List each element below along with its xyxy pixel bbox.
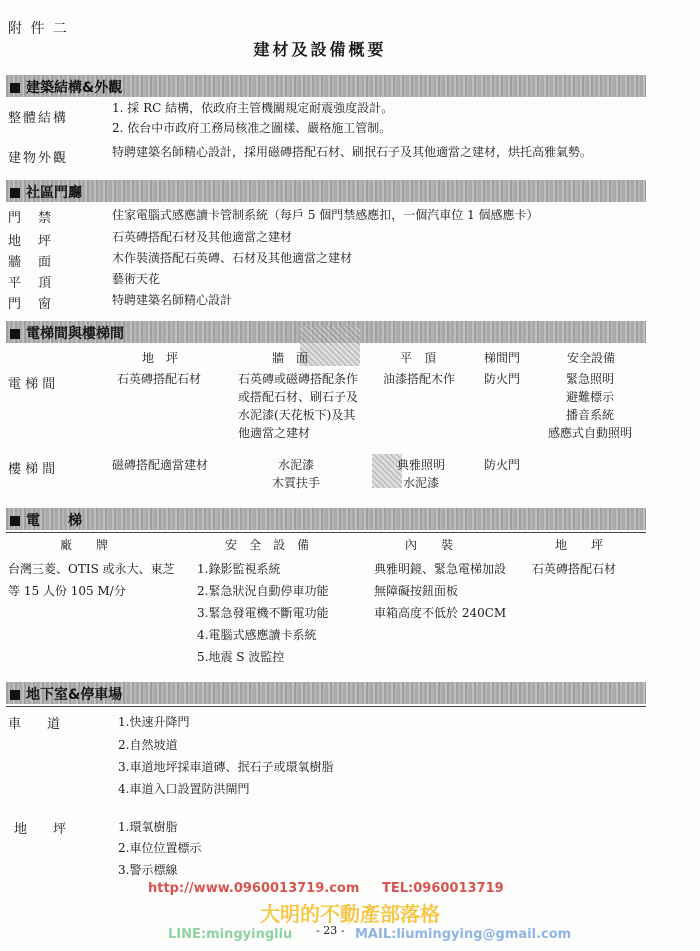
row-text: 住家電腦式感應讀卡管制系統（每戶 5 個門禁感應扣，一個汽車位 1 個感應卡） <box>112 208 539 222</box>
row-text: 1. 採 RC 結構，依政府主管機關規定耐震強度設計。 <box>112 101 394 115</box>
page-title: 建材及設備概要 <box>253 40 387 59</box>
row-text: 石英磚搭配石材及其他適當之建材 <box>112 230 293 244</box>
col-header: 地 坪 <box>555 538 604 552</box>
section-heading-basement: 地下室&停車場 <box>10 684 122 704</box>
cell: 3.車道地坪採車道磚、抿石子或環氧樹脂 <box>118 760 334 774</box>
cell: 1.錄影監視系統 <box>197 562 281 576</box>
watermark-url: http://www.0960013719.com <box>148 881 360 896</box>
row-label: 電 梯 間 <box>8 377 56 392</box>
cell: 3.警示標線 <box>118 863 178 877</box>
square-bullet-icon <box>10 516 20 526</box>
col-header: 內 裝 <box>405 538 454 552</box>
row-text: 特聘建築名師精心設計，採用磁磚搭配石材、刷抿石子及其他適當之建材，烘托高雅氣勢。 <box>112 145 593 159</box>
row-label: 樓 梯 間 <box>8 462 56 477</box>
cell: 木質扶手 <box>272 476 321 490</box>
row-label: 門 窗 <box>8 297 54 312</box>
cell: 水泥漆(天花板下)及其 <box>238 408 356 422</box>
cell: 1.環氧樹脂 <box>118 820 178 834</box>
section-heading-elevator-hall: 電梯間與樓梯間 <box>10 323 124 343</box>
section-band <box>6 508 646 530</box>
cell: 2.自然坡道 <box>118 738 178 752</box>
cell: 感應式自動照明 <box>548 426 633 440</box>
row-label: 車 道 <box>8 717 61 732</box>
col-header: 廠 牌 <box>60 538 109 552</box>
attachment-label: 附 件 二 <box>8 21 69 37</box>
cell: 3.緊急發電機不斷電功能 <box>197 606 329 620</box>
row-text: 特聘建築名師精心設計 <box>112 293 233 307</box>
watermark-email: MAIL:liumingying@gmail.com <box>355 927 572 942</box>
col-header: 牆 面 <box>272 351 309 365</box>
row-label: 牆 面 <box>8 255 54 270</box>
cell: 石英磚搭配石材 <box>532 562 617 576</box>
col-header: 安全設備 <box>567 351 616 365</box>
col-header: 平 頂 <box>400 351 437 365</box>
section-band <box>6 180 646 202</box>
row-label: 地 坪 <box>14 822 67 837</box>
cell: 水泥漆 <box>403 476 440 490</box>
cell: 等 15 人份 105 M/分 <box>8 584 126 598</box>
cell: 無障礙按鈕面板 <box>374 584 459 598</box>
cell: 2.緊急狀況自動停車功能 <box>197 584 329 598</box>
row-label: 建物外觀 <box>8 151 69 166</box>
cell: 4.車道入口設置防洪閘門 <box>118 782 250 796</box>
square-bullet-icon <box>10 188 20 198</box>
divider <box>6 706 646 707</box>
watermark-tel: TEL:0960013719 <box>382 881 504 896</box>
row-text: 木作裝潢搭配石英磚、石材及其他適當之建材 <box>112 251 353 265</box>
row-label: 地 坪 <box>8 234 54 249</box>
cell: 石英磚搭配石材 <box>117 372 202 386</box>
divider <box>6 532 646 533</box>
square-bullet-icon <box>10 690 20 700</box>
cell: 磁磚搭配適當建材 <box>112 458 209 472</box>
scan-smudge <box>300 326 360 366</box>
section-heading-elevator: 電 梯 <box>10 510 82 530</box>
col-header: 梯間門 <box>484 351 521 365</box>
square-bullet-icon <box>10 83 20 93</box>
square-bullet-icon <box>10 329 20 339</box>
cell: 典雅照明 <box>397 458 446 472</box>
cell: 播音系統 <box>566 408 615 422</box>
cell: 防火門 <box>484 458 521 472</box>
cell: 或搭配石材、刷石子及 <box>238 390 359 404</box>
row-text: 藝術天花 <box>112 272 161 286</box>
watermark-line-id: LINE:mingyingliu <box>168 927 293 942</box>
row-label: 整體結構 <box>8 111 69 126</box>
cell: 車箱高度不低於 240CM <box>374 606 507 620</box>
row-label: 門 禁 <box>8 211 54 226</box>
page-number: - 23 - <box>316 924 345 937</box>
cell: 他適當之建材 <box>238 426 311 440</box>
cell: 4.電腦式感應讀卡系統 <box>197 628 317 642</box>
col-header: 安 全 設 備 <box>225 538 310 552</box>
section-heading-structure: 建築結構&外觀 <box>10 77 122 97</box>
cell: 避難標示 <box>566 390 615 404</box>
cell: 水泥漆 <box>278 458 315 472</box>
watermark-blog-name: 大明的不動產部落格 <box>260 902 440 926</box>
section-heading-lobby: 社區門廳 <box>10 182 82 202</box>
cell: 油漆搭配木作 <box>383 372 456 386</box>
row-label: 平 頂 <box>8 276 54 291</box>
cell: 石英磚或磁磚搭配条作 <box>238 372 359 386</box>
cell: 防火門 <box>484 372 521 386</box>
cell: 1.快速升降門 <box>118 715 190 729</box>
row-text: 2. 依台中市政府工務局核准之圖樣、嚴格施工管制。 <box>112 121 392 135</box>
cell: 台灣三菱、OTIS 或永大、東芝 <box>8 562 175 576</box>
cell: 緊急照明 <box>566 372 615 386</box>
cell: 典雅明鏡、緊急電梯加設 <box>374 562 507 576</box>
cell: 5.地震 S 波監控 <box>197 650 285 664</box>
col-header: 地 坪 <box>142 351 179 365</box>
cell: 2.車位位置標示 <box>118 841 202 855</box>
